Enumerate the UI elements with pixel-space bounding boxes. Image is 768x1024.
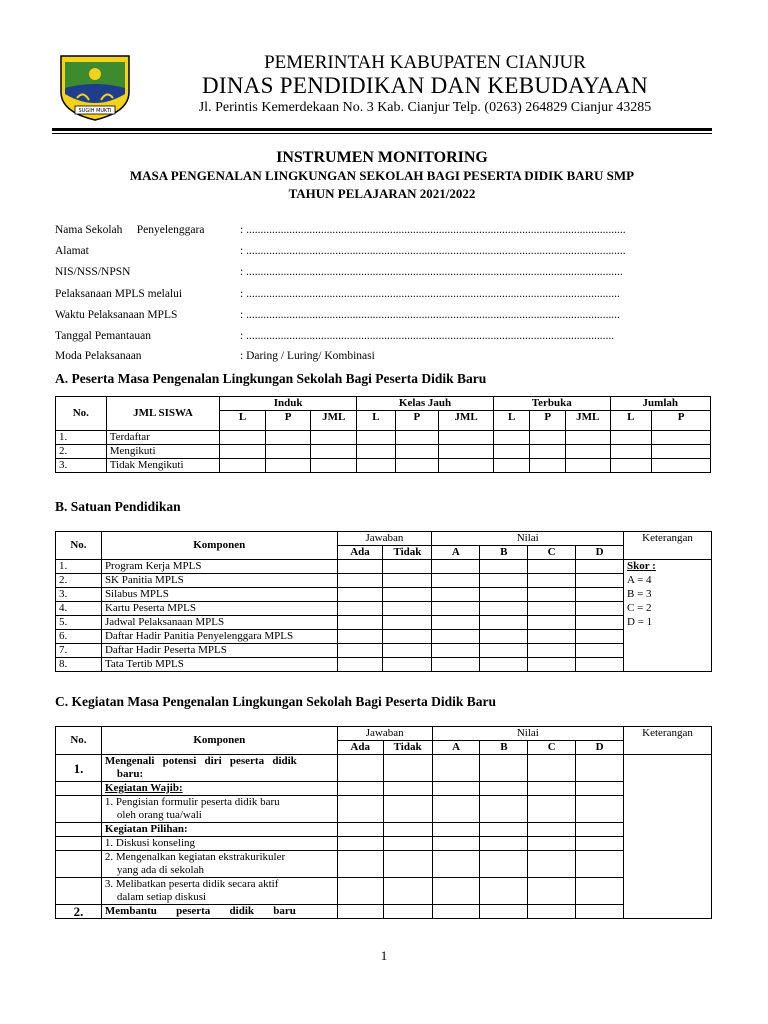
field-label-npsn: NIS/NSS/NPSN (55, 266, 131, 278)
field-value-alamat[interactable]: : .................................................................................................................................... (240, 245, 626, 257)
row-label-line: 2. Mengenalkan kegiatan ekstrakurikuler (104, 851, 286, 863)
cell[interactable] (528, 782, 576, 796)
cell[interactable] (576, 616, 624, 630)
cell[interactable] (576, 878, 624, 905)
sub-l: L (220, 411, 266, 431)
field-label-nama-sekolah: Nama Sekolah Penyelenggara (55, 224, 205, 236)
table-row (56, 630, 712, 644)
cell[interactable] (439, 459, 494, 473)
cell[interactable] (395, 431, 439, 445)
cell[interactable] (480, 755, 528, 782)
keterangan-empty (624, 658, 712, 672)
table-row (56, 574, 712, 588)
cell[interactable] (337, 658, 383, 672)
cell[interactable] (383, 630, 432, 644)
row-label: Jadwal Pelaksanaan MPLS (101, 616, 337, 630)
cell[interactable] (383, 823, 432, 837)
cell[interactable] (528, 755, 576, 782)
field-label-alamat: Alamat (55, 245, 89, 257)
cell[interactable] (480, 837, 528, 851)
cell[interactable] (383, 755, 432, 782)
keterangan-cell[interactable] (624, 755, 712, 919)
cell[interactable] (528, 851, 576, 878)
cell[interactable] (528, 630, 576, 644)
cell[interactable] (576, 837, 624, 851)
col-no: No. (56, 727, 102, 755)
table-row (56, 445, 711, 459)
cell[interactable] (432, 796, 480, 823)
cell[interactable] (432, 560, 480, 574)
row-no: 1. (56, 431, 107, 445)
sub-p: P (652, 411, 711, 431)
row-label: SK Panitia MPLS (101, 574, 337, 588)
cell[interactable] (432, 878, 480, 905)
cell[interactable] (530, 459, 565, 473)
keterangan-skor: Skor : (624, 560, 712, 574)
sub-p: P (530, 411, 565, 431)
cell-empty (56, 823, 102, 837)
col-induk: Induk (220, 397, 357, 411)
cell[interactable] (528, 658, 576, 672)
cell[interactable] (576, 588, 624, 602)
field-value-pelaksanaan[interactable]: : .................................................................................................................................. (240, 288, 620, 300)
cell[interactable] (576, 905, 624, 919)
cell[interactable] (383, 658, 432, 672)
cell[interactable] (395, 445, 439, 459)
sub-p: P (265, 411, 311, 431)
cell[interactable] (576, 560, 624, 574)
col-no: No. (56, 397, 107, 431)
cell[interactable] (337, 630, 383, 644)
sub-jml: JML (565, 411, 610, 431)
cell[interactable] (530, 445, 565, 459)
cell[interactable] (528, 644, 576, 658)
cell[interactable] (337, 755, 383, 782)
table-kegiatan (55, 726, 712, 919)
section-c-title: C. Kegiatan Masa Pengenalan Lingkungan Sekolah Bagi Peserta Didik Baru (55, 694, 497, 709)
cell[interactable] (383, 782, 432, 796)
cell[interactable] (432, 630, 480, 644)
col-nilai: Nilai (432, 727, 623, 741)
header-rule-thin (52, 133, 712, 134)
cell[interactable] (439, 431, 494, 445)
cell[interactable] (337, 574, 383, 588)
table-row (56, 658, 712, 672)
document-title: INSTRUMEN MONITORING (276, 149, 488, 166)
field-value-nama-sekolah[interactable]: : .................................................................................................................................... (240, 224, 626, 236)
col-nilai: Nilai (432, 532, 624, 546)
cell[interactable] (480, 560, 528, 574)
sub-l: L (493, 411, 530, 431)
cell[interactable] (432, 644, 480, 658)
sub-b: B (480, 741, 528, 755)
cell-empty (56, 837, 102, 851)
cell[interactable] (493, 445, 530, 459)
cell[interactable] (480, 588, 528, 602)
cell[interactable] (480, 630, 528, 644)
table-row (56, 755, 712, 782)
row-label: Program Kerja MPLS (101, 560, 337, 574)
cell[interactable] (337, 905, 383, 919)
cell[interactable] (528, 837, 576, 851)
field-value-moda[interactable]: : Daring / Luring/ Kombinasi (240, 350, 375, 362)
cell[interactable] (383, 878, 432, 905)
cell[interactable] (480, 878, 528, 905)
cell[interactable] (565, 459, 610, 473)
cell[interactable] (337, 878, 383, 905)
row-no: 2. (56, 574, 102, 588)
keterangan-score: D = 1 (624, 616, 712, 630)
sub-tidak: Tidak (383, 546, 432, 560)
row-label-line: Mengenali potensi diri peserta didik (104, 755, 297, 767)
field-label-moda: Moda Pelaksanaan (55, 350, 142, 362)
cell[interactable] (265, 431, 311, 445)
row-no: 4. (56, 602, 102, 616)
sub-jml: JML (311, 411, 357, 431)
cell[interactable] (493, 459, 530, 473)
cell[interactable] (576, 755, 624, 782)
cell[interactable] (652, 445, 711, 459)
document-year: TAHUN PELAJARAN 2021/2022 (288, 186, 476, 201)
row-label: Tata Tertib MPLS (101, 658, 337, 672)
cell[interactable] (576, 851, 624, 878)
table-row (56, 905, 712, 919)
row-label-line: 1. Pengisian formulir peserta didik baru (104, 796, 280, 808)
col-komponen: Komponen (101, 532, 337, 560)
field-label-waktu: Waktu Pelaksanaan MPLS (55, 309, 178, 321)
cell[interactable] (528, 796, 576, 823)
cell[interactable] (528, 560, 576, 574)
cell[interactable] (652, 459, 711, 473)
cell[interactable] (439, 445, 494, 459)
row-no: 8. (56, 658, 102, 672)
page-number: 1 (380, 948, 388, 963)
cell[interactable] (493, 431, 530, 445)
cell[interactable] (383, 602, 432, 616)
cell[interactable] (432, 823, 480, 837)
cell[interactable] (610, 445, 652, 459)
field-value-npsn[interactable]: : ................................................................................................................................... (240, 266, 623, 278)
cell[interactable] (432, 837, 480, 851)
cell[interactable] (528, 574, 576, 588)
table-row (56, 878, 712, 905)
field-label-pelaksanaan: Pelaksanaan MPLS melalui (55, 288, 183, 300)
row-label: Membantu peserta didik baru (101, 905, 337, 919)
cell[interactable] (432, 588, 480, 602)
cell[interactable] (480, 616, 528, 630)
row-label: Kartu Peserta MPLS (101, 602, 337, 616)
row-no: 2. (56, 445, 107, 459)
table-row (56, 560, 712, 574)
sub-l: L (610, 411, 652, 431)
sub-c: C (528, 546, 576, 560)
row-no: 5. (56, 616, 102, 630)
cell[interactable] (480, 644, 528, 658)
row-label-line: baru: (116, 768, 144, 780)
cell[interactable] (565, 445, 610, 459)
cell[interactable] (528, 616, 576, 630)
table-row (56, 431, 711, 445)
cell[interactable] (576, 823, 624, 837)
cell[interactable] (432, 755, 480, 782)
row-label: Mengikuti (106, 445, 220, 459)
cell[interactable] (432, 782, 480, 796)
table-row (56, 837, 712, 851)
table-row (56, 602, 712, 616)
field-value-tanggal[interactable]: : ................................................................................................................................ (240, 330, 615, 342)
cell[interactable] (383, 560, 432, 574)
cell[interactable] (576, 574, 624, 588)
kegiatan-wajib: Kegiatan Wajib: (101, 782, 337, 796)
cell[interactable] (383, 905, 432, 919)
cell[interactable] (357, 459, 396, 473)
cell[interactable] (220, 445, 266, 459)
cell[interactable] (530, 431, 565, 445)
row-no: 1. (56, 755, 102, 782)
cell[interactable] (337, 602, 383, 616)
sub-p: P (395, 411, 439, 431)
section-a-title: A. Peserta Masa Pengenalan Lingkungan Sekolah Bagi Peserta Didik Baru (55, 371, 487, 386)
sub-a: A (432, 546, 480, 560)
cell[interactable] (480, 823, 528, 837)
cell[interactable] (311, 431, 357, 445)
row-label: 1. Diskusi konseling (101, 837, 337, 851)
cell[interactable] (528, 905, 576, 919)
cell[interactable] (576, 658, 624, 672)
table-row (56, 782, 712, 796)
row-label (101, 851, 337, 878)
cell[interactable] (610, 459, 652, 473)
cell[interactable] (337, 851, 383, 878)
table-row (56, 851, 712, 878)
cell[interactable] (383, 851, 432, 878)
cell[interactable] (528, 602, 576, 616)
cell[interactable] (395, 459, 439, 473)
col-jumlah: Jumlah (610, 397, 710, 411)
sub-b: B (480, 546, 528, 560)
col-komponen: Komponen (101, 727, 337, 755)
cell[interactable] (383, 574, 432, 588)
cell-empty (56, 796, 102, 823)
cell[interactable] (432, 616, 480, 630)
cell[interactable] (383, 796, 432, 823)
cell[interactable] (528, 823, 576, 837)
cell[interactable] (576, 602, 624, 616)
sub-a: A (432, 741, 480, 755)
row-label (101, 796, 337, 823)
row-no: 7. (56, 644, 102, 658)
col-kelas-jauh: Kelas Jauh (357, 397, 494, 411)
cell[interactable] (337, 588, 383, 602)
row-no: 2. (56, 905, 102, 919)
cell-empty (56, 782, 102, 796)
row-label-line: oleh orang tua/wali (116, 809, 202, 821)
table-row (56, 796, 712, 823)
cell[interactable] (337, 560, 383, 574)
row-label: Silabus MPLS (101, 588, 337, 602)
table-row (56, 644, 712, 658)
keterangan-empty (624, 630, 712, 644)
cell[interactable] (480, 796, 528, 823)
header-line1: PEMERINTAH KABUPATEN CIANJUR (264, 52, 586, 73)
sub-ada: Ada (337, 741, 383, 755)
keterangan-score: A = 4 (624, 574, 712, 588)
row-label: Terdaftar (106, 431, 220, 445)
cell[interactable] (480, 905, 528, 919)
cell[interactable] (480, 782, 528, 796)
cell[interactable] (528, 588, 576, 602)
col-jawaban: Jawaban (337, 727, 432, 741)
row-no: 6. (56, 630, 102, 644)
sub-ada: Ada (337, 546, 383, 560)
sub-jml: JML (439, 411, 494, 431)
cell[interactable] (383, 644, 432, 658)
cell[interactable] (528, 878, 576, 905)
table-row (56, 616, 712, 630)
cell-empty (56, 878, 102, 905)
cell[interactable] (337, 616, 383, 630)
col-keterangan: Keterangan (624, 532, 712, 560)
cell[interactable] (610, 431, 652, 445)
col-keterangan: Keterangan (624, 727, 712, 755)
keterangan-score: C = 2 (624, 602, 712, 616)
row-label (101, 878, 337, 905)
cell[interactable] (383, 837, 432, 851)
document-subtitle: MASA PENGENALAN LINGKUNGAN SEKOLAH BAGI PESERTA DIDIK BARU SMP (129, 168, 635, 183)
row-no: 1. (56, 560, 102, 574)
cell[interactable] (480, 602, 528, 616)
cell[interactable] (576, 630, 624, 644)
cell[interactable] (432, 574, 480, 588)
row-label: Daftar Hadir Panitia Penyelenggara MPLS (101, 630, 337, 644)
cell[interactable] (576, 796, 624, 823)
keterangan-score: B = 3 (624, 588, 712, 602)
cell[interactable] (652, 431, 711, 445)
sub-c: C (528, 741, 576, 755)
cell[interactable] (565, 431, 610, 445)
cell[interactable] (576, 782, 624, 796)
cell[interactable] (311, 445, 357, 459)
cell[interactable] (432, 658, 480, 672)
cell[interactable] (480, 658, 528, 672)
cell[interactable] (311, 459, 357, 473)
row-label-line: yang ada di sekolah (116, 864, 204, 876)
header-line2: DINAS PENDIDIKAN DAN KEBUDAYAAN (201, 73, 649, 98)
cell[interactable] (357, 445, 396, 459)
cell[interactable] (337, 644, 383, 658)
sub-l: L (357, 411, 396, 431)
cell[interactable] (337, 837, 383, 851)
cianjur-logo (55, 52, 135, 122)
cell[interactable] (576, 644, 624, 658)
table-peserta (55, 396, 711, 473)
cell[interactable] (480, 574, 528, 588)
cell[interactable] (480, 851, 528, 878)
sub-d: D (576, 741, 624, 755)
table-satuan-pendidikan (55, 531, 712, 672)
row-label: Daftar Hadir Peserta MPLS (101, 644, 337, 658)
cell[interactable] (357, 431, 396, 445)
col-jml-siswa: JML SISWA (106, 397, 220, 431)
field-label-tanggal: Tanggal Pemantauan (55, 330, 151, 342)
cell[interactable] (265, 445, 311, 459)
cell[interactable] (220, 459, 266, 473)
cell[interactable] (265, 459, 311, 473)
cell[interactable] (432, 905, 480, 919)
row-label-line: 3. Melibatkan peserta didik secara aktif (104, 878, 279, 890)
section-b-title: B. Satuan Pendidikan (55, 499, 181, 514)
cell[interactable] (383, 616, 432, 630)
sub-d: D (576, 546, 624, 560)
cell[interactable] (383, 588, 432, 602)
header-rule-thick (52, 128, 712, 131)
cell[interactable] (432, 851, 480, 878)
cell[interactable] (220, 431, 266, 445)
table-row (56, 823, 712, 837)
field-value-waktu[interactable]: : .................................................................................................................................. (240, 309, 620, 321)
row-no: 3. (56, 459, 107, 473)
row-label: Tidak Mengikuti (106, 459, 220, 473)
header-address: Jl. Perintis Kemerdekaan No. 3 Kab. Cianjur Telp. (0263) 264829 Cianjur 43285 (198, 100, 652, 115)
cell[interactable] (337, 823, 383, 837)
table-row (56, 588, 712, 602)
cell-empty (56, 851, 102, 878)
sub-tidak: Tidak (383, 741, 432, 755)
col-no: No. (56, 532, 102, 560)
cell[interactable] (337, 796, 383, 823)
cell[interactable] (337, 782, 383, 796)
row-label-line: dalam setiap diskusi (116, 891, 207, 903)
table-row (56, 459, 711, 473)
col-jawaban: Jawaban (337, 532, 432, 546)
col-terbuka: Terbuka (493, 397, 610, 411)
row-no: 3. (56, 588, 102, 602)
svg-text:SUGIH MUKTI: SUGIH MUKTI (78, 108, 112, 114)
row-label (101, 755, 337, 782)
kegiatan-pilihan: Kegiatan Pilihan: (101, 823, 337, 837)
cell[interactable] (432, 602, 480, 616)
keterangan-empty (624, 644, 712, 658)
